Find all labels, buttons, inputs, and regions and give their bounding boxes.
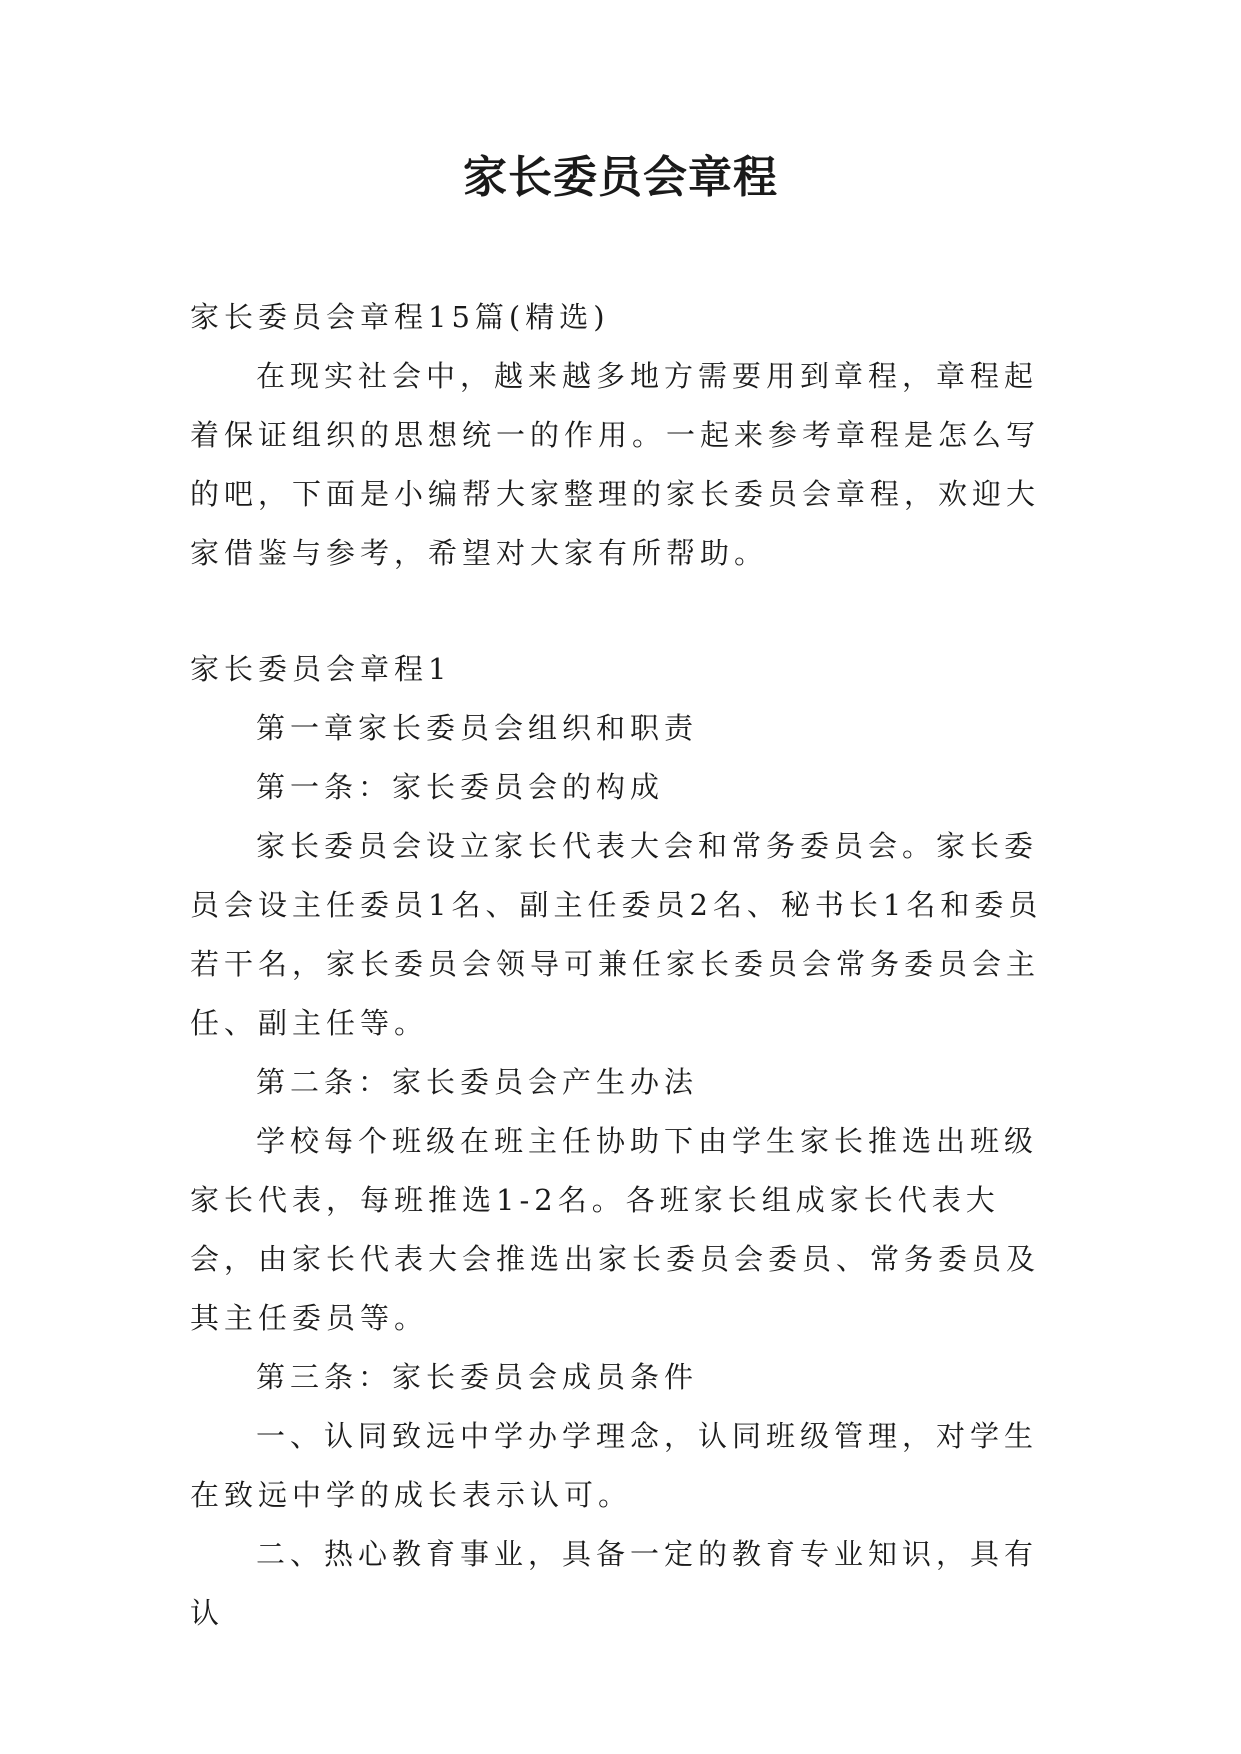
condition-2: 二、热心教育事业，具备一定的教育专业知识，具有认	[190, 1537, 1039, 1630]
document-title: 家长委员会章程	[463, 152, 778, 203]
section-heading: 家长委员会章程1	[190, 652, 452, 686]
article-3-heading: 第三条：家长委员会成员条件	[256, 1360, 699, 1394]
article-2-body: 学校每个班级在班主任协助下由学生家长推选出班级家长代表，每班推选1-2名。各班家长组成家长代表大会，由家长代表大会推选出家长委员会委员、常务委员及其主任委员等。	[190, 1124, 1041, 1335]
article-1-body: 家长委员会设立家长代表大会和常务委员会。家长委员会设主任委员1名、副主任委员2名、秘书长1名和委员若干名，家长委员会领导可兼任家长委员会常务委员会主任、副主任等。	[190, 829, 1043, 1040]
article-1-heading: 第一条：家长委员会的构成	[256, 770, 665, 804]
document-body	[190, 288, 1060, 1643]
document-subtitle: 家长委员会章程15篇(精选)	[190, 300, 610, 334]
article-2-heading: 第二条：家长委员会产生办法	[256, 1065, 699, 1099]
intro-paragraph: 在现实社会中，越来越多地方需要用到章程，章程起着保证组织的思想统一的作用。一起来参考章程是怎么写的吧，下面是小编帮大家整理的家长委员会章程，欢迎大家借鉴与参考，希望对大家有所帮助。	[190, 359, 1041, 570]
condition-1: 一、认同致远中学办学理念，认同班级管理，对学生在致远中学的成长表示认可。	[190, 1419, 1039, 1512]
chapter-heading: 第一章家长委员会组织和职责	[256, 711, 699, 745]
